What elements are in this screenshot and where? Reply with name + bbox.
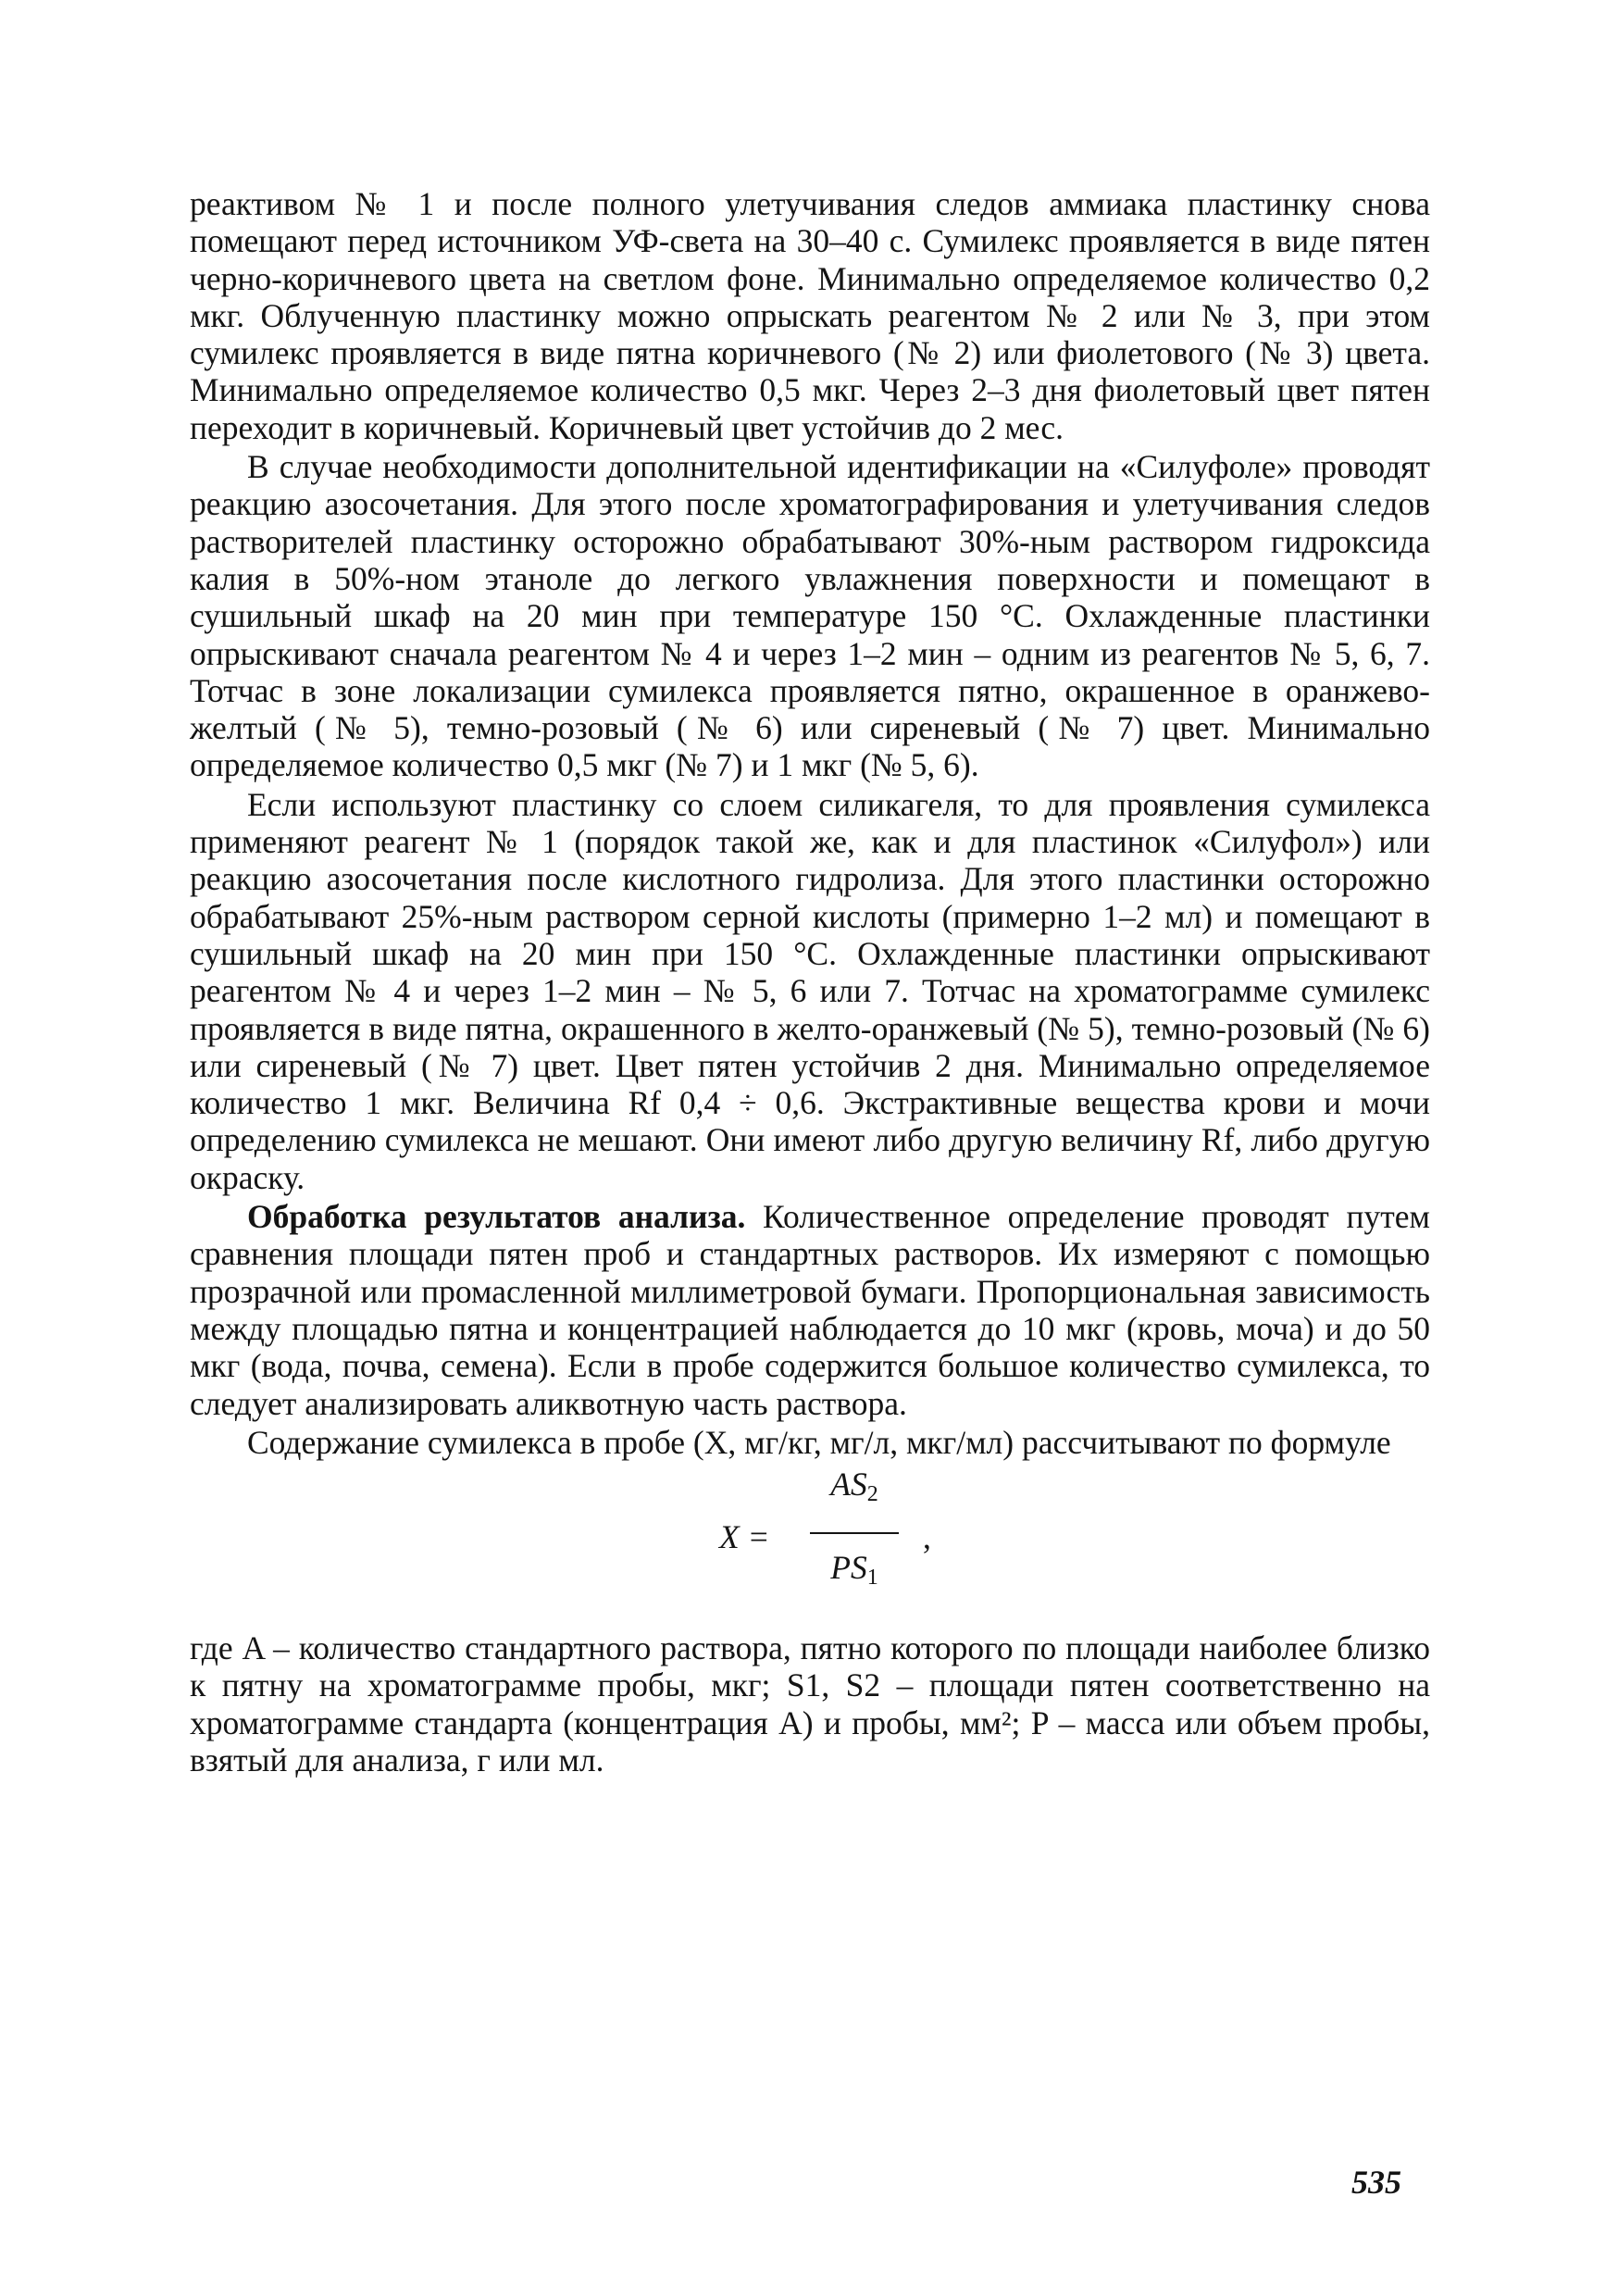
paragraph-formula-intro: Содержание сумилекса в пробе (X, мг/кг, мг/л, мкг/мл) рассчитывают по формуле [247,1423,1391,1461]
formula [190,1465,1430,1624]
formula-numerator: $AS_2$ [830,1466,878,1507]
paragraph-silica-gel: Если используют пластинку со слоем силикагеля, то для проявления сумилекса применяют реагент № 1 (порядок такой же, как и для пластинок «Силуфол») или реакцию азосочетания после кислотного гидролиза. Для этого пластинки осторожно обрабатывают 25%-ным раствором серной кислоты (примерно 1–2 мл) и помещают в сушильный шкаф на 20 мин при 150 °С. Охлажденные пластинки опрыскивают реагентом № 4 и через 1–2 мин – № 5, 6 или 7. Тотчас на хроматограмме сумилекс проявляется в виде пятна, окрашенного в желто-оранжевый (№ 5), темно-розовый (№ 6) или сиреневый (№ 7) цвет. Цвет пятен устойчив 2 дня. Минимально определяемое количество 1 мкг. Величина Rf 0,4 ÷ 0,6. Экстрактивные вещества крови и мочи определению сумилекса не мешают. Они имеют либо другую величину Rf, либо другую окраску. [190,785,1430,1196]
paragraph-continuation: реактивом № 1 и после полного улетучивания следов аммиака пластинку снова помещают перед источником УФ-света на 30–40 с. Сумилекс проявляется в виде пятен черно-коричневого цвета на светлом фоне. Минимально определяемое количество 0,2 мкг. Облученную пластинку можно опрыскать реагентом № 2 или № 3, при этом сумилекс проявляется в виде пятна коричневого (№ 2) или фиолетового (№ 3) цвета. Минимально определяемое количество 0,5 мкг. Через 2–3 дня фиолетовый цвет пятен переходит в коричневый. Коричневый цвет устойчив до 2 мес. [190,185,1430,446]
formula-fraction-bar [810,1532,899,1534]
formula-denominator: $PS_1$ [830,1549,878,1591]
paragraph-variable-definitions: где A – количество стандартного раствора, пятно которого по площади наиболее близко к пятну на хроматограмме пробы, мкг; S1, S2 – площади пятен соответственно на хроматограмме стандарта (концентрация А) и пробы, мм²; P – масса или объем пробы, взятый для анализа, г или мл. [190,1629,1430,1778]
formula-comma: , [923,1518,931,1556]
paragraph-azo-coupling: В случае необходимости дополнительной идентификации на «Силуфоле» проводят реакцию азосочетания. Для этого после хроматографирования и улетучивания следов растворителей пластинку осторожно обрабатывают 30%-ным раствором гидроксида калия в 50%-ном этаноле до легкого увлажнения поверхности и помещают в сушильный шкаф на 20 мин при температуре 150 °С. Охлажденные пластинки опрыскивают сначала реагентом № 4 и через 1–2 мин – одним из реагентов № 5, 6, 7. Тотчас в зоне локализации сумилекса проявляется пятно, окрашенное в оранжево-желтый (№ 5), темно-розовый (№ 6) или сиреневый (№ 7) цвет. Минимально определяемое количество 0,5 мкг (№ 7) и 1 мкг (№ 5, 6). [190,448,1430,784]
paragraph-results-processing [190,1198,1430,1422]
formula-lhs: X = [719,1518,770,1556]
page-number: 535 [1351,2164,1401,2201]
section-heading: Обработка результатов анализа. [247,1198,746,1236]
page-body [190,185,1430,1778]
paragraph-results-body: Количественное определение проводят путем сравнения площади пятен проб и стандартных растворов. Их измеряют с помощью прозрачной или промасленной миллиметровой бумаги. Пропорциональная зависимость между площадью пятна и концентрацией наблюдается до 10 мкг (кровь, моча) и до 50 мкг (вода, почва, семена). Если в пробе содержится большое количество сумилекса, то следует анализировать аликвотную часть раствора. [190,1198,1430,1422]
